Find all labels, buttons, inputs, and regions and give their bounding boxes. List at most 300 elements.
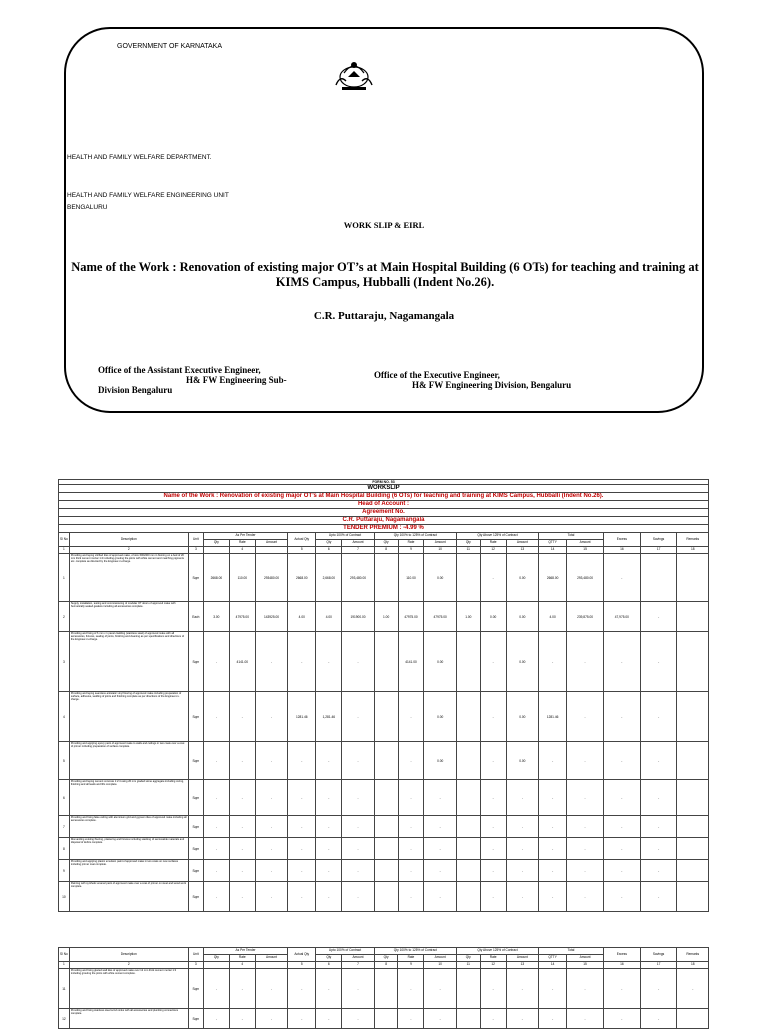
office-right-line-2: H& FW Engineering Division, Bengaluru [412, 380, 572, 390]
cell-t-rate: - [229, 838, 255, 860]
cell-a-amt: - [424, 860, 456, 882]
cell-excess: - [603, 838, 640, 860]
cell-u-qty: - [316, 632, 342, 692]
sub-qty: Qty [316, 540, 342, 547]
cell-u-amt: - [342, 882, 374, 912]
cell-actual: - [288, 742, 316, 780]
sub-amount: Amount [506, 540, 538, 547]
contractor-name: C.R. Puttaraju, Nagamangala [313, 310, 455, 322]
cell-b-rate: - [480, 816, 506, 838]
cell-t-amt: - [255, 780, 287, 816]
cell-a-rate: 4141.00 [398, 632, 424, 692]
cell-b-rate: - [480, 860, 506, 882]
cell-tot-amt: 293,480.00 [567, 554, 604, 602]
cell-b-rate: - [480, 969, 506, 1009]
cell-t-rate: - [229, 860, 255, 882]
unit-line-2: BENGALURU [67, 204, 108, 211]
table-row [59, 632, 709, 692]
cell-t-rate: - [229, 969, 255, 1009]
engineering-unit-label [67, 190, 229, 214]
unit-line-1: HEALTH AND FAMILY WELFARE ENGINEERING UNIT [67, 192, 229, 199]
cell-tot-amt: - [567, 742, 604, 780]
cell-sl: 5 [59, 742, 70, 780]
cell-b-amt: 0.00 [506, 554, 538, 602]
sub-rate: Rate [480, 540, 506, 547]
cell-a-rate: - [398, 692, 424, 742]
cell-a-qty [374, 742, 398, 780]
sub-amount: Amount [424, 540, 456, 547]
cell-a-rate: - [398, 1009, 424, 1029]
cell-t-amt: - [255, 692, 287, 742]
cell-b-amt: - [506, 1009, 538, 1029]
cell-tot-amt: - [567, 969, 604, 1009]
column-number [255, 962, 287, 969]
cell-sl: 6 [59, 780, 70, 816]
cell-remarks [677, 692, 709, 742]
cell-actual: - [288, 882, 316, 912]
cell-a-rate: - [398, 882, 424, 912]
cell-savings: - [640, 742, 677, 780]
cell-desc: Painting with synthetic enamel paint of approved make over a coat of primer on steel and wood work complete. [69, 882, 188, 912]
sub-amount: Amount [567, 955, 604, 962]
cell-t-amt: - [255, 860, 287, 882]
cell-excess: - [603, 692, 640, 742]
col-savings: Savings [640, 533, 677, 547]
cell-b-amt: - [506, 860, 538, 882]
office-assistant-ee [98, 365, 287, 395]
table-row [59, 882, 709, 912]
column-number: 18 [677, 547, 709, 554]
cell-tot-amt: - [567, 1009, 604, 1029]
cell-a-qty [374, 816, 398, 838]
grp-total: Total [539, 948, 604, 955]
cell-sl: 11 [59, 969, 70, 1009]
cell-desc: Providing and fixing stainless steel scrub sinks with all accessories and plumbing connections complete. [69, 1009, 188, 1029]
table-row [59, 692, 709, 742]
cell-a-qty [374, 860, 398, 882]
cell-u-amt: - [342, 692, 374, 742]
cell-unit: Sqm [188, 554, 203, 602]
cell-sl: 1 [59, 554, 70, 602]
tender-premium: TENDER PREMIUM : -4.99 % [59, 525, 709, 533]
cell-desc: Providing and fixing of 6 mm x 1 panel cladding (stainless steel) of approved make with all accessories, fixtures, sealing of joints, finishing and cleaning as per specifications and directions of the Engineer-in-charge. [69, 632, 188, 692]
cell-tot-amt: - [567, 860, 604, 882]
cell-b-amt: 0.00 [506, 632, 538, 692]
column-number: 11 [456, 547, 480, 554]
cell-a-rate: - [398, 860, 424, 882]
workslip-name-of-work: Name of the Work : Renovation of existing major OT’s at Main Hospital Building (6 OTs) for teaching and training at KIMS Campus, Hubballi (Indent No.26). [59, 493, 709, 501]
cell-b-amt: - [506, 969, 538, 1009]
sub-amount: Amount [424, 955, 456, 962]
cell-a-amt: - [424, 969, 456, 1009]
cell-b-rate: - [480, 838, 506, 860]
cell-t-qty: - [203, 692, 229, 742]
sub-qty: Qty [316, 955, 342, 962]
column-number: 12 [480, 962, 506, 969]
cell-unit: Sqm [188, 838, 203, 860]
cell-b-amt: 0.00 [506, 742, 538, 780]
cell-sl: 3 [59, 632, 70, 692]
cell-desc: Providing and applying epoxy paint of approved make to walls and ceilings in two coats over a coat of primer including preparation of surface complete. [69, 742, 188, 780]
cell-b-rate: - [480, 882, 506, 912]
cell-tot-amt: 239,875.00 [567, 602, 604, 632]
agreement-number: Agreement No. [59, 509, 709, 517]
col-unit: Unit [188, 533, 203, 547]
cell-t-rate: - [229, 816, 255, 838]
sub-qty: Qty [456, 955, 480, 962]
column-number: 6 [316, 962, 342, 969]
column-numbers [59, 962, 709, 969]
table-row [59, 969, 709, 1009]
cell-t-amt: 143925.00 [255, 602, 287, 632]
column-number: 16 [603, 547, 640, 554]
workslip-table [58, 479, 709, 912]
cell-unit: Sqm [188, 742, 203, 780]
cell-tot-amt: - [567, 780, 604, 816]
cell-excess: - [603, 1009, 640, 1029]
cell-unit: Sqm [188, 816, 203, 838]
cell-desc: Providing and laying vitrified tiles of approved make, of size 600x600 mm in flooring on a bed of 20 mm thick cement mortar 1:4 including grouting the joints with white cement and matching pigments etc. complete as directed by the Engineer-in-charge. [69, 554, 188, 602]
cell-a-qty [374, 780, 398, 816]
cell-u-amt: - [342, 632, 374, 692]
sub-qtty: QTTY [539, 955, 567, 962]
cell-tot-qty: 4.00 [539, 602, 567, 632]
sub-rate: Rate [229, 955, 255, 962]
cell-u-qty: - [316, 1009, 342, 1029]
cell-desc: Supply, installation, testing and commissioning of modular OT doors of approved make with hermetically sealed gaskets including all accessories complete. [69, 602, 188, 632]
cell-actual: - [288, 860, 316, 882]
cell-u-amt: - [342, 838, 374, 860]
cell-sl: 2 [59, 602, 70, 632]
column-number: 2 [69, 547, 188, 554]
col-description: Description [69, 948, 188, 962]
table-row [59, 780, 709, 816]
cell-savings: - [640, 882, 677, 912]
cell-tot-qty: - [539, 860, 567, 882]
column-number: 13 [506, 962, 538, 969]
cell-t-amt: - [255, 882, 287, 912]
cell-desc: Providing and applying plastic emulsion paint of approved make in two coats on new surfaces including primer coat complete. [69, 860, 188, 882]
column-group-header [59, 948, 709, 955]
cell-u-qty: 4.00 [316, 602, 342, 632]
government-label: GOVERNMENT OF KARNATAKA [117, 43, 223, 50]
cell-a-amt: 0.00 [424, 554, 456, 602]
cell-t-qty: - [203, 816, 229, 838]
cell-u-amt: - [342, 860, 374, 882]
workslip-title: WORKSLIP [59, 485, 709, 493]
department-label: HEALTH AND FAMILY WELFARE DEPARTMENT. [67, 154, 212, 161]
cell-u-qty: - [316, 860, 342, 882]
cell-t-rate: - [229, 780, 255, 816]
column-number: 7 [342, 547, 374, 554]
workslip-contractor: C.R. Puttaraju, Nagamangala [59, 517, 709, 525]
cell-unit: Each [188, 602, 203, 632]
sub-qty: Qty [374, 540, 398, 547]
table-row [59, 602, 709, 632]
cell-t-qty: - [203, 632, 229, 692]
table-row [59, 742, 709, 780]
cell-t-amt: - [255, 632, 287, 692]
column-number [203, 962, 229, 969]
cell-t-amt: 293480.00 [255, 554, 287, 602]
cell-tot-qty: - [539, 882, 567, 912]
cell-a-qty [374, 969, 398, 1009]
cell-u-qty: - [316, 742, 342, 780]
col-excess: Excess [603, 948, 640, 962]
cell-b-amt: - [506, 838, 538, 860]
grp-100-to-125: Qty 100% to 125% of Contract [374, 533, 456, 540]
cell-t-rate: - [229, 742, 255, 780]
cell-unit: Sqm [188, 632, 203, 692]
cell-b-qty [456, 838, 480, 860]
cell-b-qty [456, 969, 480, 1009]
grp-as-per-tender: As Per Tender [203, 948, 287, 955]
cell-t-rate: 110.00 [229, 554, 255, 602]
cell-savings: - [640, 632, 677, 692]
column-numbers [59, 547, 709, 554]
cell-remarks [677, 838, 709, 860]
cell-a-rate: 110.00 [398, 554, 424, 602]
grp-total: Total [539, 533, 604, 540]
cell-a-amt: 0.00 [424, 632, 456, 692]
cell-savings: - [640, 602, 677, 632]
cell-sl: 7 [59, 816, 70, 838]
column-number [255, 547, 287, 554]
column-number: 17 [640, 547, 677, 554]
cell-t-rate: - [229, 882, 255, 912]
col-sl: Sl No [59, 533, 70, 547]
sub-amount: Amount [342, 540, 374, 547]
cell-a-rate: - [398, 838, 424, 860]
cell-t-qty: - [203, 1009, 229, 1029]
col-description: Description [69, 533, 188, 547]
grp-upto-100: Upto 100% of Contract [316, 948, 374, 955]
sub-qty: Qty [203, 955, 229, 962]
cell-b-qty [456, 860, 480, 882]
sub-amount: Amount [255, 540, 287, 547]
cell-actual: - [288, 838, 316, 860]
cell-excess: - [603, 742, 640, 780]
cell-t-qty: 3.00 [203, 602, 229, 632]
cell-savings: - [640, 1009, 677, 1029]
cell-excess: - [603, 969, 640, 1009]
cell-tot-amt: - [567, 632, 604, 692]
sub-rate: Rate [398, 955, 424, 962]
cell-t-qty: - [203, 860, 229, 882]
head-of-account: Head of Account : [59, 501, 709, 509]
cell-tot-qty: 2668.00 [539, 554, 567, 602]
cell-savings: - [640, 692, 677, 742]
cell-a-amt: - [424, 1009, 456, 1029]
cell-savings [640, 554, 677, 602]
sub-rate: Rate [480, 955, 506, 962]
cell-savings: - [640, 860, 677, 882]
cell-sl: 10 [59, 882, 70, 912]
cell-savings: - [640, 780, 677, 816]
cell-a-amt: 47975.00 [424, 602, 456, 632]
cell-t-amt: - [255, 742, 287, 780]
cell-u-qty: - [316, 882, 342, 912]
table-row [59, 860, 709, 882]
cell-tot-qty: - [539, 969, 567, 1009]
cell-actual: - [288, 780, 316, 816]
cell-b-amt: - [506, 882, 538, 912]
cell-a-qty [374, 882, 398, 912]
cell-remarks [677, 816, 709, 838]
cell-unit: Sqm [188, 780, 203, 816]
office-left-line-1: Office of the Assistant Executive Engineer, [98, 365, 261, 375]
cell-excess: - [603, 860, 640, 882]
cell-remarks [677, 742, 709, 780]
cell-tot-qty: - [539, 1009, 567, 1029]
cell-actual: 4.00 [288, 602, 316, 632]
cell-excess: - [603, 632, 640, 692]
cell-a-rate: - [398, 780, 424, 816]
sub-rate: Rate [398, 540, 424, 547]
cell-actual: - [288, 816, 316, 838]
name-of-work: Name of the Work : Renovation of existing major OT’s at Main Hospital Building (6 OTs) for teaching and training at KIMS Campus, Hubballi (Indent No.26). [71, 260, 699, 289]
cell-remarks [677, 1009, 709, 1029]
column-number: 7 [342, 962, 374, 969]
sub-amount: Amount [567, 540, 604, 547]
cell-t-amt: - [255, 816, 287, 838]
cell-desc: Dismantling existing flooring, plastering and fixtures including stacking of serviceable materials and disposal of debris complete. [69, 838, 188, 860]
cell-b-rate: - [480, 692, 506, 742]
cell-tot-qty: 1281.46 [539, 692, 567, 742]
grp-as-per-tender: As Per Tender [203, 533, 287, 540]
cell-remarks [677, 602, 709, 632]
sub-qty: Qty [203, 540, 229, 547]
column-number: 1 [59, 547, 70, 554]
cell-excess: 47,975.00 [603, 602, 640, 632]
cell-t-qty: - [203, 882, 229, 912]
cell-a-amt: - [424, 816, 456, 838]
column-number: 5 [288, 962, 316, 969]
col-excess: Excess [603, 533, 640, 547]
state-emblem-icon [330, 55, 378, 95]
cell-a-amt: - [424, 882, 456, 912]
col-remarks: Remarks [677, 533, 709, 547]
cell-b-qty [456, 692, 480, 742]
cell-u-qty: 2,668.00 [316, 554, 342, 602]
cell-u-amt: - [342, 780, 374, 816]
cell-b-amt: - [506, 816, 538, 838]
column-number: 13 [506, 547, 538, 554]
column-number: 8 [374, 547, 398, 554]
cell-unit: Sqm [188, 1009, 203, 1029]
sub-qty: Qty [456, 540, 480, 547]
cell-tot-qty: - [539, 632, 567, 692]
cell-tot-amt: - [567, 838, 604, 860]
cell-remarks [677, 882, 709, 912]
table-row [59, 838, 709, 860]
cell-b-amt: 0.00 [506, 692, 538, 742]
column-number: 15 [567, 547, 604, 554]
cell-b-amt: 0.00 [506, 602, 538, 632]
cell-t-qty: - [203, 838, 229, 860]
cell-excess: - [603, 780, 640, 816]
cell-u-amt: 293,480.00 [342, 554, 374, 602]
cell-actual: - [288, 1009, 316, 1029]
cell-remarks [677, 632, 709, 692]
column-number: 10 [424, 962, 456, 969]
table-row [59, 816, 709, 838]
cell-b-amt: - [506, 780, 538, 816]
column-number: 18 [677, 962, 709, 969]
table-row [59, 1009, 709, 1029]
cell-b-qty [456, 1009, 480, 1029]
cell-u-amt: - [342, 969, 374, 1009]
office-left-line-2: H& FW Engineering Sub- [186, 375, 287, 385]
column-number: 3 [188, 547, 203, 554]
cell-tot-amt: - [567, 882, 604, 912]
cell-u-qty: - [316, 816, 342, 838]
cell-u-qty: - [316, 780, 342, 816]
column-number: 14 [539, 547, 567, 554]
cell-b-qty [456, 742, 480, 780]
cell-actual: - [288, 632, 316, 692]
column-number: 1 [59, 962, 70, 969]
cell-unit: Sqm [188, 969, 203, 1009]
cell-t-qty: - [203, 969, 229, 1009]
cell-actual: 1281.46 [288, 692, 316, 742]
cell-a-amt: 0.00 [424, 742, 456, 780]
cell-a-qty [374, 632, 398, 692]
cell-desc: Providing and fixing glazed wall tiles of approved make over 12 mm thick cement mortar 1:3 including grouting the joints with white cement complete. [69, 969, 188, 1009]
cell-a-qty [374, 692, 398, 742]
sub-amount: Amount [506, 955, 538, 962]
cell-u-amt: - [342, 742, 374, 780]
cell-u-amt: - [342, 816, 374, 838]
cell-t-amt: - [255, 838, 287, 860]
cell-a-qty: 1.00 [374, 602, 398, 632]
column-number: 2 [69, 962, 188, 969]
column-number: 4 [229, 962, 255, 969]
grp-100-to-125: Qty 100% to 125% of Contract [374, 948, 456, 955]
cell-b-qty [456, 554, 480, 602]
cell-b-rate: - [480, 742, 506, 780]
col-actual-qty: Actual Qty [288, 948, 316, 962]
column-number [203, 547, 229, 554]
cell-desc: Providing and fixing false ceiling with aluminium grid and gypsum tiles of approved make including all accessories complete. [69, 816, 188, 838]
cell-t-rate: 4141.00 [229, 632, 255, 692]
office-executive-engineer [374, 370, 571, 390]
cell-t-qty: - [203, 742, 229, 780]
cell-t-rate: 47975.00 [229, 602, 255, 632]
column-number: 15 [567, 962, 604, 969]
cell-t-amt: - [255, 1009, 287, 1029]
cell-tot-amt: - [567, 816, 604, 838]
cell-actual: - [288, 969, 316, 1009]
cell-a-qty [374, 554, 398, 602]
cell-excess: - [603, 882, 640, 912]
cell-savings: - [640, 838, 677, 860]
cell-remarks [677, 554, 709, 602]
column-group-header [59, 533, 709, 540]
cell-a-amt: 0.00 [424, 692, 456, 742]
cell-savings: - [640, 969, 677, 1009]
cell-a-qty [374, 838, 398, 860]
cell-tot-qty: - [539, 838, 567, 860]
office-right-line-1: Office of the Executive Engineer, [374, 370, 500, 380]
cell-u-qty: - [316, 838, 342, 860]
column-number: 3 [188, 962, 203, 969]
sub-qtty: QTTY [539, 540, 567, 547]
cell-desc: Providing and laying cement concrete 1:2:4 using 20 mm graded stone aggregate including curing, finishing and all leads and lifts complete. [69, 780, 188, 816]
cell-t-amt: - [255, 969, 287, 1009]
cell-unit: Sqm [188, 860, 203, 882]
cell-tot-qty: - [539, 816, 567, 838]
